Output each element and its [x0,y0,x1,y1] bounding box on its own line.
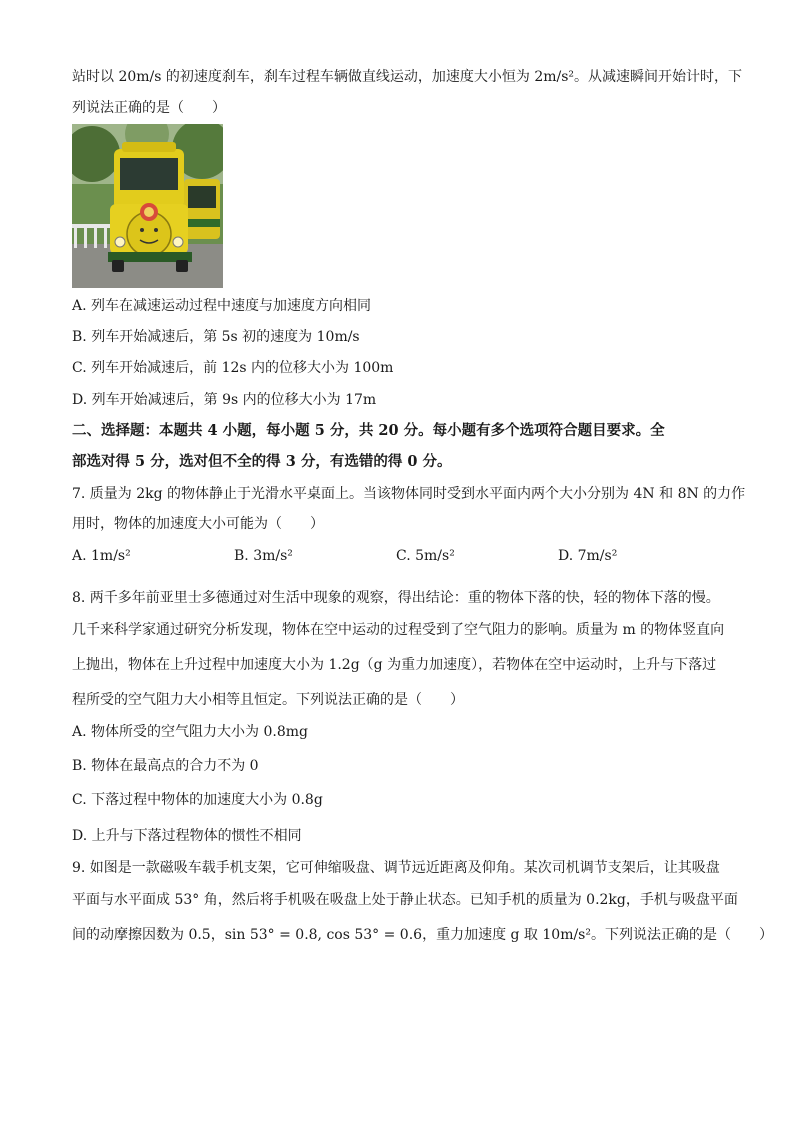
q6-option-d: D. 列车开始减速后，第 9s 内的位移大小为 17m [72,392,377,408]
section-2-heading-line-1: 二、选择题：本题共 4 小题，每小题 5 分，共 20 分。每小题有多个选项符合题目要求。全 [72,422,665,439]
q6-stem-line-2: 列说法正确的是（ ） [72,100,226,116]
q6-option-b: B. 列车开始减速后，第 5s 初的速度为 10m/s [72,329,360,345]
q7-option-c: C. 5m/s² [396,548,455,564]
q8-option-c: C. 下落过程中物体的加速度大小为 0.8g [72,792,323,808]
q7-option-b: B. 3m/s² [234,548,293,564]
q7-option-a: A. 1m/s² [72,548,131,564]
q8-stem-line-3: 上抛出，物体在上升过程中加速度大小为 1.2g（g 为重力加速度），若物体在空中运动时，上升与下落过 [72,657,717,673]
q8-option-d: D. 上升与下落过程物体的惯性不相同 [72,828,302,844]
q9-stem-line-3: 间的动摩擦因数为 0.5，sin 53° = 0.8, cos 53° = 0.6，重力加速度 g 取 10m/s²。下列说法正确的是（ ） [72,927,773,943]
q8-option-b: B. 物体在最高点的合力不为 0 [72,758,259,774]
sightseeing-train-photo [72,124,223,288]
q6-option-a: A. 列车在减速运动过程中速度与加速度方向相同 [72,298,372,314]
q8-stem-line-4: 程所受的空气阻力大小相等且恒定。下列说法正确的是（ ） [72,692,464,708]
section-2-heading-line-2: 部选对得 5 分，选对但不全的得 3 分，有选错的得 0 分。 [72,453,452,470]
q9-stem-line-1: 9. 如图是一款磁吸车载手机支架，它可伸缩吸盘、调节远近距离及仰角。某次司机调节支架后，让其吸盘 [72,860,720,876]
q6-stem-line-1: 站时以 20m/s 的初速度刹车，刹车过程车辆做直线运动，加速度大小恒为 2m/s²。从减速瞬间开始计时，下 [72,69,743,85]
q7-option-d: D. 7m/s² [558,548,618,564]
q8-stem-line-1: 8. 两千多年前亚里士多德通过对生活中现象的观察，得出结论：重的物体下落的快，轻的物体下落的慢。 [72,590,720,606]
q6-option-c: C. 列车开始减速后，前 12s 内的位移大小为 100m [72,360,394,376]
q7-stem-line-1: 7. 质量为 2kg 的物体静止于光滑水平桌面上。当该物体同时受到水平面内两个大小分别为 4N 和 8N 的力作 [72,486,746,502]
q8-stem-line-2: 几千来科学家通过研究分析发现，物体在空中运动的过程受到了空气阻力的影响。质量为 m 的物体竖直向 [72,622,725,638]
q9-stem-line-2: 平面与水平面成 53° 角，然后将手机吸在吸盘上处于静止状态。已知手机的质量为 0.2kg，手机与吸盘平面 [72,892,738,908]
q7-stem-line-2: 用时，物体的加速度大小可能为（ ） [72,516,324,532]
q8-option-a: A. 物体所受的空气阻力大小为 0.8mg [72,724,308,740]
